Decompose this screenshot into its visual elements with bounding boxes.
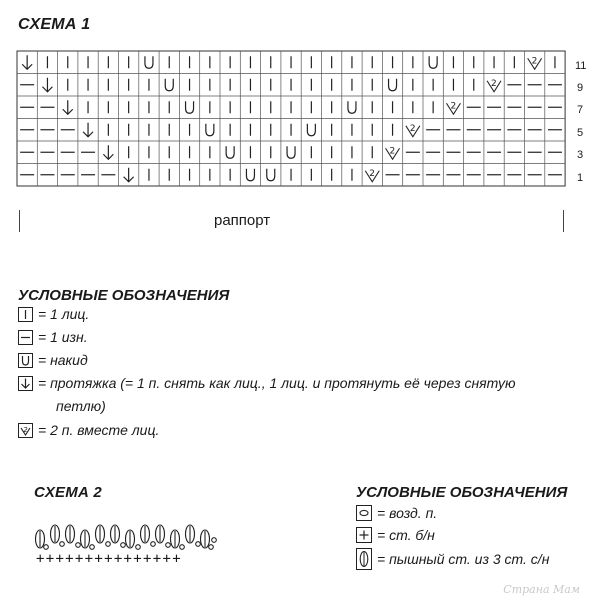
scheme2-title: СХЕМА 2 xyxy=(34,484,102,501)
legend1-text-k2tog: = 2 п. вместе лиц. xyxy=(38,422,160,438)
legend2-text-puff: = пышный ст. из 3 ст. с/н xyxy=(377,551,550,567)
pull-over-icon xyxy=(18,376,33,391)
row-number-7: 7 xyxy=(577,104,584,116)
legend2-item-sc xyxy=(356,527,435,543)
row-number-5: 5 xyxy=(577,127,584,139)
legend1-text-purl: = 1 изн. xyxy=(38,329,88,345)
legend1-item-drop xyxy=(18,375,516,391)
svg-text:2: 2 xyxy=(491,78,497,89)
legend1-item-yo xyxy=(18,352,88,368)
svg-text:2: 2 xyxy=(409,123,416,134)
legend1-text-drop: = протяжка (= 1 п. снять как лиц., 1 лиц. и протянуть её через снятую xyxy=(38,375,516,391)
puff-stitch-row xyxy=(36,525,217,549)
row-number-1: 1 xyxy=(577,172,584,184)
row-number-9: 9 xyxy=(577,82,584,94)
legend1-text-drop-cont: петлю) xyxy=(56,398,106,414)
svg-text:2: 2 xyxy=(369,168,375,179)
row-number-3: 3 xyxy=(577,149,584,161)
crochet-chart xyxy=(30,522,230,577)
single-crochet-icon xyxy=(356,527,372,543)
legend1-item-knit xyxy=(18,306,89,322)
legend1-item-drop-cont xyxy=(56,398,106,414)
knit-stitch-icon xyxy=(18,307,33,322)
svg-text:2: 2 xyxy=(531,56,538,67)
knit-two-together-icon xyxy=(18,423,33,438)
legend1-item-k2tog xyxy=(18,422,159,438)
legend2-text-sc: = ст. б/н xyxy=(377,527,435,543)
single-crochet-row: +++++++++++++++ xyxy=(36,551,182,567)
rapport-bracket-left xyxy=(19,210,20,232)
scheme1-title: СХЕМА 1 xyxy=(18,16,91,33)
legend1-text-knit: = 1 лиц. xyxy=(38,306,90,322)
chain-stitch-icon xyxy=(356,505,372,521)
watermark-text: Страна Мам xyxy=(503,583,580,596)
row-number-11: 11 xyxy=(575,60,587,72)
svg-text:2: 2 xyxy=(450,101,457,112)
yarn-over-icon xyxy=(18,353,33,368)
legend2-item-chain xyxy=(356,505,437,521)
legend2-text-chain: = возд. п. xyxy=(377,505,438,521)
rapport-label: раппорт xyxy=(214,212,271,229)
legend2-item-puff xyxy=(356,548,549,570)
svg-text:2: 2 xyxy=(389,146,396,157)
legend1-text-yo: = накид xyxy=(38,352,88,368)
legend2-title: УСЛОВНЫЕ ОБОЗНАЧЕНИЯ xyxy=(356,484,568,501)
legend1-item-purl xyxy=(18,329,88,345)
knitting-chart xyxy=(16,50,566,195)
legend1-title: УСЛОВНЫЕ ОБОЗНАЧЕНИЯ xyxy=(18,287,230,304)
purl-stitch-icon xyxy=(18,330,33,345)
svg-text:2: 2 xyxy=(23,425,28,434)
puff-stitch-icon xyxy=(356,548,372,570)
rapport-bracket-right xyxy=(563,210,564,232)
